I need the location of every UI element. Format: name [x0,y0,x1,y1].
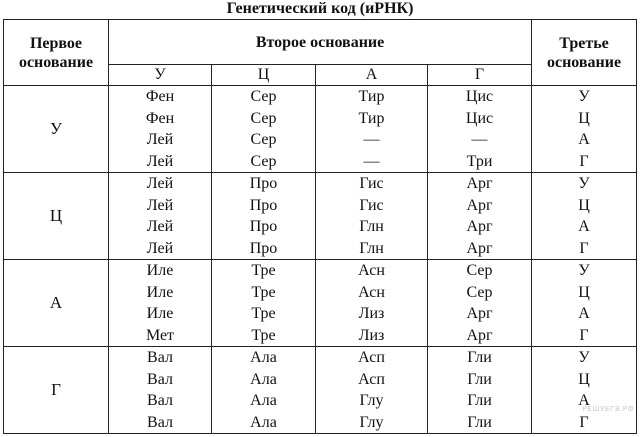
amino-acid: Лей [146,218,174,235]
amino-acid: Ала [250,349,277,366]
amino-acid: Иле [146,283,174,301]
header-third-line2: основание [546,53,622,71]
amino-acid-cell [109,173,212,260]
amino-acid: Мет [145,326,175,344]
amino-acid: Про [249,239,278,257]
first-base-cell: У [4,86,109,173]
amino-acid: Сер [250,131,277,148]
third-base: Ц [578,283,590,301]
genetic-code-table [3,19,637,434]
third-base-cell [532,347,637,434]
third-base: Ц [578,370,590,388]
amino-acid: Сер [250,152,277,170]
amino-acid: Гли [467,370,492,388]
third-base: У [578,349,590,366]
amino-acid-cell [316,260,428,347]
amino-acid: Асп [358,370,385,388]
amino-acid: Глн [359,239,384,257]
amino-acid: Глн [359,218,384,235]
amino-acid: Арг [466,326,493,344]
header-first-base [4,20,109,86]
amino-acid: Асп [358,349,385,366]
second-base-c: Ц [212,65,316,86]
third-base-cell [532,86,637,173]
table-title: Генетический код (иРНК) [226,0,414,17]
amino-acid-cell [212,86,316,173]
amino-acid: Асн [358,283,385,301]
amino-acid: Вал [147,413,173,431]
third-base: Ц [578,196,590,214]
amino-acid: Арг [466,218,493,235]
amino-acid-cell [316,173,428,260]
first-base-cell: Г [4,347,109,434]
amino-acid: — [363,152,380,170]
amino-acid: Арг [466,239,493,257]
third-base: У [578,88,590,105]
amino-acid: Иле [146,305,174,322]
third-base: Г [579,239,589,257]
amino-acid-cell [428,86,532,173]
amino-acid: Цис [465,109,494,127]
amino-acid: Лей [146,196,174,214]
amino-acid-cell [109,347,212,434]
header-third-line1: Третье [559,34,609,52]
amino-acid: Арг [466,305,493,322]
codon-group-row [4,86,637,173]
codon-group-row [4,173,637,260]
amino-acid: Гис [359,196,384,214]
amino-acid: Тре [251,262,276,279]
amino-acid: Асн [358,262,385,279]
codon-group-row [4,260,637,347]
amino-acid: Вал [147,392,173,409]
third-base: Г [579,413,589,431]
amino-acid: Тре [251,326,276,344]
header-first-line1: Первое [29,34,83,52]
third-base: А [578,218,590,235]
amino-acid: — [363,131,380,148]
third-base-cell [532,173,637,260]
amino-acid: Фен [145,88,175,105]
third-base-cell [532,260,637,347]
amino-acid: Ала [250,370,277,388]
amino-acid: Лей [146,131,174,148]
header-second-base: Второе основание [109,20,532,65]
second-base-u: У [109,65,212,86]
third-base: Ц [578,109,590,127]
amino-acid-cell [109,86,212,173]
amino-acid-cell [316,86,428,173]
first-base-cell: А [4,260,109,347]
amino-acid: Тре [251,305,276,322]
amino-acid-cell [428,260,532,347]
amino-acid: Сер [250,88,277,105]
third-base: А [578,392,590,409]
amino-acid-cell [316,347,428,434]
amino-acid-cell [428,173,532,260]
amino-acid: Вал [147,370,173,388]
third-base: У [578,175,590,192]
amino-acid: Ала [250,392,277,409]
amino-acid: Фен [145,109,175,127]
amino-acid-cell [212,260,316,347]
amino-acid: Гли [467,392,492,409]
amino-acid: Лей [146,175,174,192]
header-first-line2: основание [18,53,94,71]
amino-acid: Гли [467,413,492,431]
header-third-base [532,20,637,86]
third-base: А [578,305,590,322]
amino-acid: Три [466,152,493,170]
amino-acid: Лиз [358,326,385,344]
third-base: Г [579,326,589,344]
codon-group-row [4,347,637,434]
amino-acid: Сер [466,262,493,279]
amino-acid: Ала [250,413,277,431]
amino-acid: Иле [146,262,174,279]
amino-acid-cell [212,173,316,260]
amino-acid: Гис [359,175,384,192]
amino-acid: Тир [358,88,385,105]
amino-acid: Про [249,175,278,192]
first-base-cell: Ц [4,173,109,260]
second-base-g: Г [428,65,532,86]
amino-acid-cell [428,347,532,434]
third-base: Г [579,152,589,170]
amino-acid: Вал [147,349,173,366]
watermark: РЕШУЕГЭ.РФ [582,405,634,413]
amino-acid: Цис [465,88,494,105]
amino-acid-cell [212,347,316,434]
amino-acid: Арг [466,196,493,214]
amino-acid: Лей [146,239,174,257]
third-base: А [578,131,590,148]
amino-acid: Арг [466,175,493,192]
amino-acid: Глу [359,413,384,431]
third-base: У [578,262,590,279]
amino-acid: Гли [467,349,492,366]
amino-acid: Про [249,218,278,235]
amino-acid: Тре [251,283,276,301]
amino-acid-cell [109,260,212,347]
amino-acid: Сер [250,109,277,127]
second-base-a: А [316,65,428,86]
amino-acid: Глу [359,392,384,409]
amino-acid: Лиз [358,305,385,322]
amino-acid: Лей [146,152,174,170]
amino-acid: Сер [466,283,493,301]
amino-acid: Тир [358,109,385,127]
amino-acid: — [471,131,488,148]
amino-acid: Про [249,196,278,214]
